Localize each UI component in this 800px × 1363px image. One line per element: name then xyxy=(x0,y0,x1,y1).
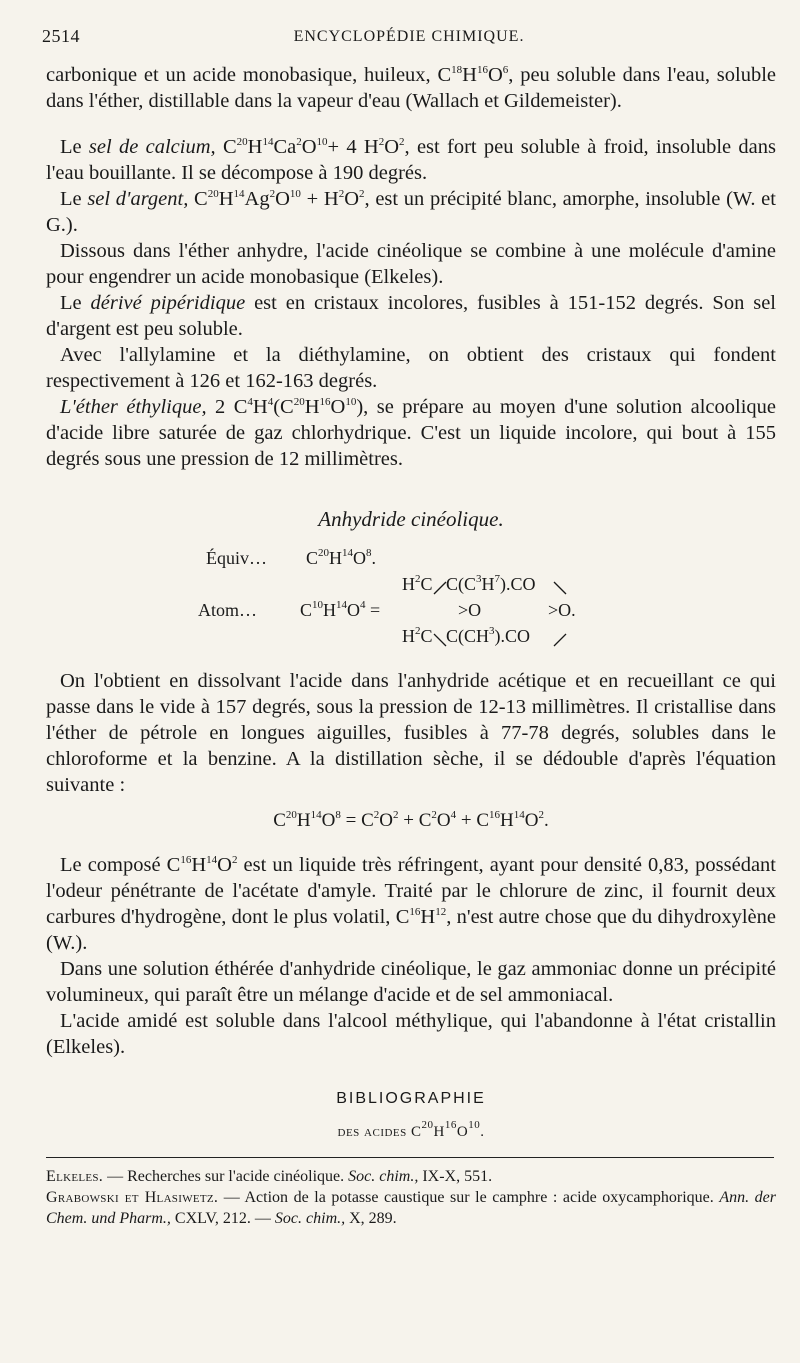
atom-formula: Atom… $C^{10}H^{14}O^4$ = xyxy=(198,599,381,620)
paragraph-amide-acid: L'acide amidé est soluble dans l'alcool méthylique, qui l'abandonne à l'état cristallin (Elkeles). xyxy=(46,1010,776,1058)
paragraph-silver-salt: Le sel d'argent, $C^{20}H^{14}Ag^2O^{10} + H^2O^2$, est un précipité blanc, amorphe, insoluble (W. et G.). xyxy=(46,188,776,236)
paragraph-ammonia: Dans une solution éthérée d'anhydride cinéolique, le gaz ammoniac donne un précipité volumineux, qui paraît être un mélange d'acide et de sel ammoniacal. xyxy=(46,958,776,1006)
bibliography-rule xyxy=(46,1157,774,1158)
section-title: Anhydride cinéolique. xyxy=(318,507,504,531)
formula-block xyxy=(46,548,776,668)
paragraph-ethyl-ether: L'éther éthylique, 2 $C^4H^4(C^{20}H^{16}O^{10})$, se prépare au moyen d'une solution alcoolique d'acide libre saturée de gaz chlorhydrique. C'est un liquide incolore, qui bout à 155 degrés sous une pression de 12 millimètres. xyxy=(46,396,776,470)
paragraph-piperidine: Le dérivé pipéridique est en cristaux incolores, fusibles à 151-152 degrés. Son sel d'argent est peu soluble. xyxy=(46,292,777,340)
bibliography-title: BIBLIOGRAPHIE xyxy=(336,1090,486,1107)
paragraph-calcium-salt: Le sel de calcium, $C^{20}H^{14}Ca^2O^{10}+ 4$ $H^2O^2$, est fort peu soluble à froid, insoluble dans l'eau bouillante. Il se décompose à 190 degrés. xyxy=(46,136,776,184)
paragraph-amine: Dissous dans l'éther anhydre, l'acide cinéolique se combine à une molécule d'amine pour engendrer un acide monobasique (Elkeles). xyxy=(46,240,776,288)
bibliography-subtitle: des acides $C^{20}H^{16}O^{10}$. xyxy=(337,1119,485,1140)
reference-elkeles: Elkeles. — Recherches sur l'acide cinéolique. Soc. chim., IX-X, 551. xyxy=(46,1168,493,1185)
paragraph-1: carbonique et un acide monobasique, huileux, $C^{18}H^{16}O^6$, peu soluble dans l'eau, soluble dans l'éther, distillable dans la vapeur d'eau (Wallach et Gildemeister). xyxy=(46,64,776,112)
equiv-formula: Équiv… $C^{20}H^{14}O^8$. xyxy=(206,547,377,568)
page-header-title: ENCYCLOPÉDIE CHIMIQUE. xyxy=(293,28,525,45)
structure-middle-oxygen: >O xyxy=(458,600,482,620)
running-head xyxy=(38,26,780,52)
decomposition-equation: $C^{20}H^{14}O^8 = C^2O^2 + C^2O^4 + C^{16}H^{14}O^2$. xyxy=(273,809,549,831)
structure-top-line: $H^2C$ $C(C^3H^7).CO$ xyxy=(402,573,536,594)
paragraph-compound: Le composé $C^{16}H^{14}O^2$ est un liquide très réfringent, ayant pour densité 0,83, possédant l'odeur pénétrante de l'acétate d'amyle. Traité par le chlorure de zinc, il fournit deux carbures d'hydrogène, dont le plus volatil, $C^{16}H^{12}$, n'est autre chose que du dihydroxylène (W.). xyxy=(46,854,776,954)
structure-right-oxygen: >O. xyxy=(548,600,576,620)
structure-bottom-line: $H^2C$ $C(CH^3).CO$ xyxy=(402,625,531,646)
paragraph-allylamine: Avec l'allylamine et la diéthylamine, on obtient des cristaux qui fondent respectivement à 126 et 162-163 degrés. xyxy=(46,344,776,392)
reference-grabowski: Grabowski et Hlasiwetz. — Action de la potasse caustique sur le camphre : acide oxycamphorique. Ann. der Chem. und Pharm., CXLV, 212. — Soc. chim., X, 289. xyxy=(46,1189,776,1227)
page-number: 2514 xyxy=(42,26,80,46)
body-text xyxy=(46,62,776,1229)
paragraph-preparation: On l'obtient en dissolvant l'acide dans l'anhydride acétique et en recueillant ce qui passe dans le vide à 157 degrés, sous la pression de 12-13 millimètres. Il cristallise dans l'éther de pétrole en longues aiguilles, fusibles à 77-78 degrés, solubles dans le chloroforme et la benzine. A la distillation sèche, il se dédouble d'après l'équation suivante : xyxy=(46,670,776,796)
